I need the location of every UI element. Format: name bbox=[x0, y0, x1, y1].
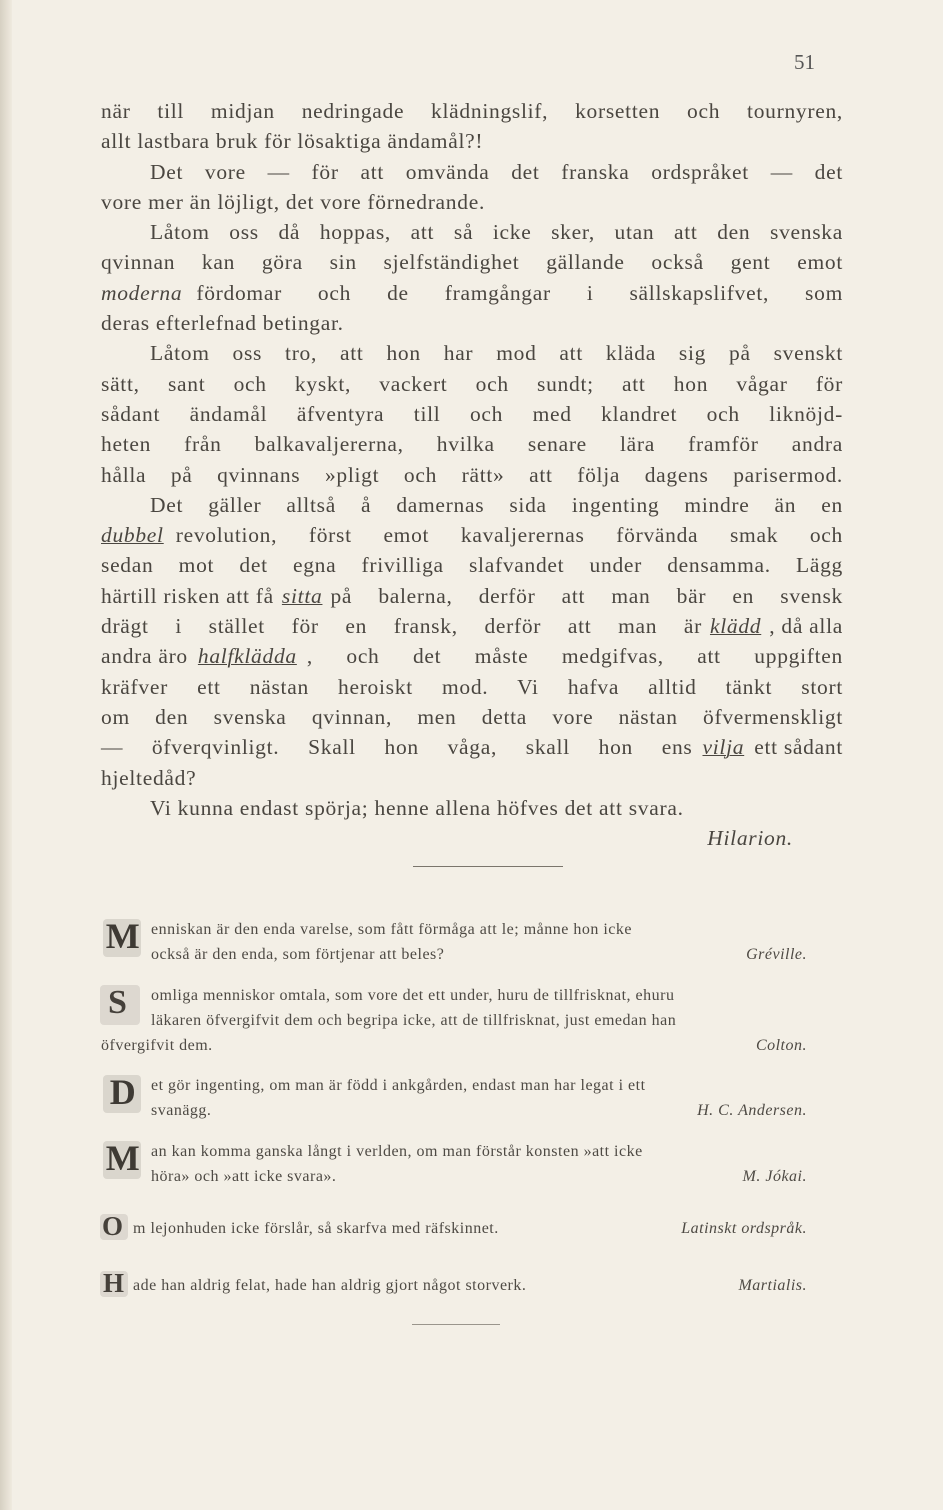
text-line: hjeltedåd? bbox=[101, 765, 197, 790]
text-fragment: , och det måste medgifvas, att uppgiften bbox=[306, 644, 843, 669]
quote-block bbox=[101, 917, 843, 967]
essay-body bbox=[101, 96, 843, 853]
italic-word: klädd bbox=[709, 614, 762, 639]
drop-cap bbox=[100, 1212, 130, 1242]
text-line: heten från balkavaljererna, hvilka senare lära framför andra bbox=[101, 432, 843, 457]
quote-line bbox=[101, 1033, 843, 1058]
drop-cap-ornament bbox=[100, 1268, 128, 1298]
italic-word: dubbel bbox=[101, 523, 164, 548]
quote-text: ade han aldrig felat, hade han aldrig gjort något storverk. bbox=[133, 1277, 527, 1294]
drop-cap bbox=[100, 983, 146, 1029]
italic-word: halfklädda bbox=[197, 644, 297, 669]
quote-block bbox=[101, 1139, 843, 1189]
quote-line: an kan komma ganska långt i verlden, om man förstår konsten »att icke bbox=[151, 1143, 643, 1160]
text-fragment: , då alla bbox=[769, 614, 843, 639]
text-line bbox=[101, 581, 843, 611]
quote-block bbox=[101, 983, 843, 1058]
quote-block bbox=[101, 1268, 843, 1298]
quote-block bbox=[101, 1211, 843, 1241]
drop-cap bbox=[100, 1073, 146, 1119]
quote-line: omliga menniskor omtala, som vore det ett under, huru de tillfrisknat, ehuru bbox=[151, 987, 675, 1004]
text-line: hålla på qvinnans »pligt och rätt» att följa dagens parisermod. bbox=[101, 462, 843, 487]
quote-author: M. Jókai. bbox=[742, 1168, 807, 1185]
text-line: sätt, sant och kyskt, vackert och sundt; att hon vågar för bbox=[101, 371, 843, 396]
text-fragment: revolution, först emot kavaljerernas förvända smak och bbox=[175, 523, 843, 548]
text-line: Vi kunna endast spörja; henne allena höfves det att svara. bbox=[150, 795, 684, 820]
drop-cap-ornament bbox=[100, 985, 140, 1025]
quote-author: H. C. Andersen. bbox=[697, 1102, 807, 1119]
text-fragment: på balerna, derför att man bär en svensk bbox=[330, 583, 843, 608]
quote-author: Latinskt ordspråk. bbox=[681, 1220, 807, 1237]
quote-line: et gör ingenting, om man är född i ankgården, endast man har legat i ett bbox=[151, 1077, 646, 1094]
drop-cap-ornament bbox=[100, 1211, 128, 1241]
quote-author: Gréville. bbox=[746, 946, 807, 963]
text-line: om den svenska qvinnan, men detta vore nästan öfvermenskligt bbox=[101, 704, 843, 729]
drop-cap bbox=[100, 917, 146, 963]
text-line: sedan mot det egna frivilliga slafvandet under densamma. Lägg bbox=[101, 553, 843, 578]
text-fragment: fördomar och de framgångar i sällskapslifvet, som bbox=[196, 280, 843, 305]
drop-cap-letter: H bbox=[103, 1268, 125, 1298]
quote-text: svanägg. bbox=[151, 1102, 212, 1119]
quote-text: också är den enda, som förtjenar att beles? bbox=[151, 946, 445, 963]
quote-author: Colton. bbox=[755, 1037, 807, 1054]
text-line: sådant ändamål äfventyra till och med klandret och liknöjd- bbox=[101, 401, 843, 426]
text-fragment: andra äro bbox=[101, 644, 188, 669]
italic-word: sitta bbox=[281, 583, 323, 608]
quote-line bbox=[101, 1273, 843, 1298]
text-line bbox=[101, 278, 843, 308]
text-line: Det vore — för att omvända det franska ordspråket — det bbox=[150, 159, 843, 184]
italic-word: vilja bbox=[702, 735, 745, 760]
text-line: när till midjan nedringade klädningslif, korsetten och tournyren, bbox=[101, 99, 843, 123]
quote-block bbox=[101, 1073, 843, 1123]
drop-cap-letter: S bbox=[108, 984, 128, 1021]
text-line: Låtom oss tro, att hon har mod att kläda sig på svenskt bbox=[150, 341, 843, 366]
quote-line: enniskan är den enda varelse, som fått förmåga att le; månne hon icke bbox=[151, 921, 632, 938]
drop-cap-letter: D bbox=[109, 1072, 137, 1112]
drop-cap bbox=[100, 1139, 146, 1185]
text-line bbox=[101, 520, 843, 550]
drop-cap bbox=[100, 1269, 130, 1299]
quote-line bbox=[101, 942, 843, 967]
quote-line bbox=[101, 1098, 843, 1123]
signature-text: Hilarion. bbox=[707, 826, 793, 851]
drop-cap-letter: M bbox=[105, 1138, 141, 1178]
text-line: kräfver ett nästan heroiskt mod. Vi hafva alltid tänkt stort bbox=[101, 674, 843, 699]
italic-word: moderna bbox=[101, 280, 183, 305]
text-line bbox=[101, 732, 843, 762]
signature bbox=[101, 823, 843, 853]
drop-cap-letter: O bbox=[102, 1211, 124, 1241]
text-line: allt lastbara bruk för lösaktiga ändamål?! bbox=[101, 129, 484, 154]
text-fragment: — öfverqvinligt. Skall hon våga, skall hon ens bbox=[101, 735, 693, 760]
quote-line bbox=[101, 1216, 843, 1241]
end-divider bbox=[412, 1324, 500, 1325]
page-number: 51 bbox=[794, 50, 815, 74]
text-fragment: härtill risken att få bbox=[101, 583, 274, 608]
text-line: Låtom oss då hoppas, att så icke sker, utan att den svenska bbox=[150, 220, 843, 245]
text-line bbox=[101, 641, 843, 671]
quote-text: höra» och »att icke svara». bbox=[151, 1168, 337, 1185]
quote-author: Martialis. bbox=[738, 1277, 807, 1294]
text-fragment: drägt i stället för en fransk, derför att man är bbox=[101, 614, 702, 639]
quote-text: m lejonhuden icke förslår, så skarfva med räfskinnet. bbox=[133, 1220, 499, 1237]
quote-line: läkaren öfvergifvit dem och begripa icke, att de tillfrisknat, just emedan han bbox=[151, 1012, 677, 1029]
drop-cap-letter: M bbox=[105, 916, 141, 956]
text-line: vore mer än löjligt, det vore förnedrande. bbox=[101, 189, 486, 214]
quote-text: öfvergifvit dem. bbox=[101, 1037, 213, 1054]
page-edge bbox=[0, 0, 12, 1510]
text-line: Det gäller alltså å damernas sida ingenting mindre än en bbox=[150, 492, 843, 517]
text-line: qvinnan kan göra sin sjelfständighet gällande också gent emot bbox=[101, 250, 843, 275]
quote-line bbox=[101, 1164, 843, 1189]
text-line bbox=[101, 611, 843, 641]
text-line: deras efterlefnad betingar. bbox=[101, 311, 344, 336]
text-fragment: ett sådant bbox=[754, 735, 843, 760]
section-divider bbox=[413, 866, 563, 867]
